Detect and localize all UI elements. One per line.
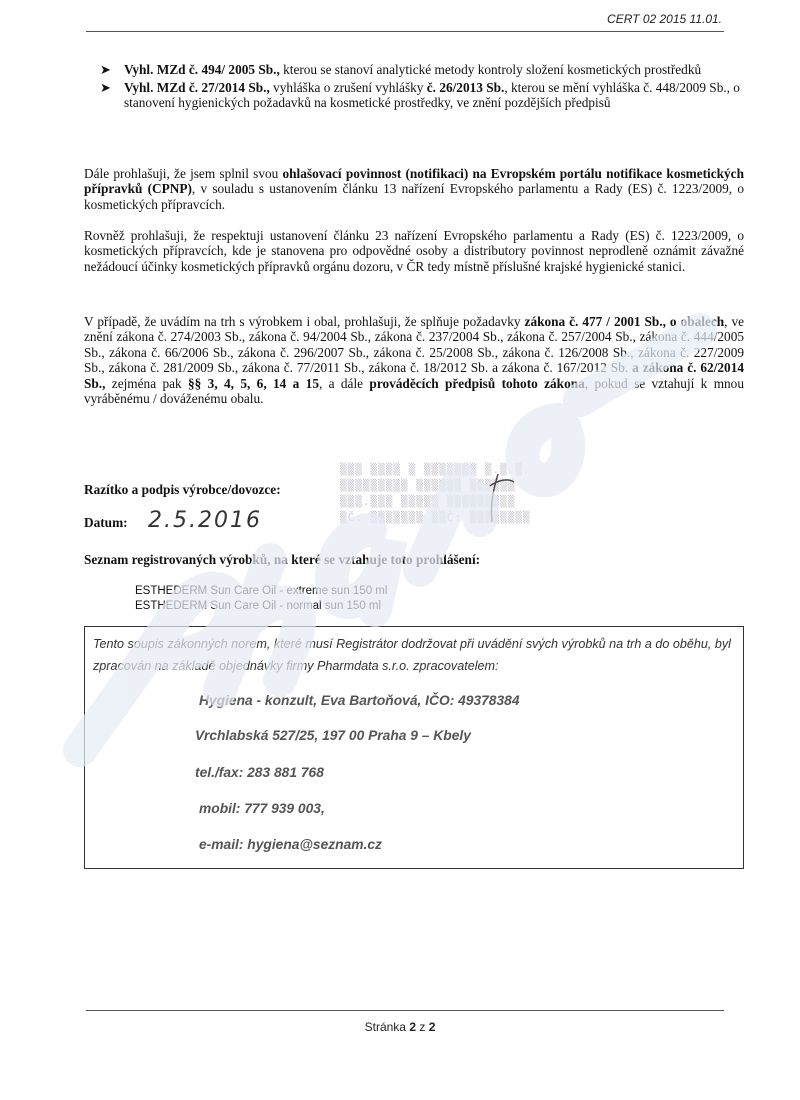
company-phone: tel./fax: 283 881 768 xyxy=(195,765,324,780)
paragraph-emphasis: ohlašovací povinnost (notifikaci) na Evropském portálu notifikace kosmetických přípravků (CPNP) xyxy=(84,166,744,197)
paragraph-emphasis: a zákona č. 62/2014 Sb., xyxy=(84,360,744,391)
company-address: Vrchlabská 527/25, 197 00 Praha 9 – Kbely xyxy=(195,728,471,743)
footer-divider xyxy=(86,1010,724,1011)
list-item xyxy=(100,80,742,111)
cpnp-paragraph xyxy=(84,166,744,212)
header-divider xyxy=(86,31,724,32)
company-stamp: ▒▒▒ ▒▒▒▒ ▒ ▒▒▒▒▒▒▒ ▒.▒.▒. ▒▒▒▒▒▒▒▒▒ ▒▒▒▒▒▒ ▒▒▒▒▒▒ ▒▒▒.▒▒▒ ▒▒▒▒▒ ▒▒▒▒▒▒▒▒▒ ▒Č: ▒▒▒▒▒▒▒ ▒▒Č: ▒▒▒▒▒▒▒▒ xyxy=(340,463,531,524)
company-mobile: mobil: 777 939 003, xyxy=(199,801,325,816)
signature-label: Razítko a podpis výrobce/dovozce: xyxy=(84,482,281,497)
regulation-text: kterou se stanoví analytické metody kontroly složení kosmetických prostředků xyxy=(279,62,702,77)
current-page: 2 xyxy=(409,1020,417,1034)
document-code: CERT 02 2015 11.01. xyxy=(607,12,722,26)
date-label: Datum: xyxy=(84,515,128,530)
undesirable-effects-paragraph: Rovněž prohlašuji, že respektuji ustanovení článku 23 nařízení Evropského parlamentu a Rady (ES) č. 1223/2009, o kosmetických přípravcích, kde je stanovena pro odpovědné osoby a distributory povinnost neprodleně oznámit závažné nežádoucí účinky kosmetických přípravků orgánu dozoru, v ČR tedy místně příslušné krajské hygienické stanici. xyxy=(84,228,744,274)
arrow-bullet-icon: ➤ xyxy=(100,79,111,95)
page-separator: z xyxy=(416,1020,429,1034)
paragraph-text: zejména pak xyxy=(105,375,189,391)
paragraph-text: Dále prohlašuji, že jsem splnil svou xyxy=(84,166,283,181)
paragraph-emphasis: zákona č. 477 / 2001 Sb., o obalech xyxy=(524,314,725,329)
products-title: Seznam registrovaných výrobků, na které se vztahuje toto prohlášení: xyxy=(84,552,481,567)
box-intro-text: Tento soupis zákonných norem, které musí Registrátor dodržovat při uvádění svých výrobků na trh a do oběhu, byl zpracován na základě objednávky firmy Pharmdata s.r.o. zpracovatelem: xyxy=(93,637,731,673)
regulation-ref: č. 26/2013 Sb. xyxy=(426,79,505,95)
product-item: ESTHEDERM Sun Care Oil - extreme sun 150 ml xyxy=(135,585,388,597)
regulation-name: Vyhl. MZd č. 27/2014 Sb., xyxy=(124,79,270,95)
paragraph-emphasis: prováděcích předpisů tohoto zákona xyxy=(369,375,585,391)
paragraph-text: , ve znění zákona č. 274/2003 Sb., zákona č. 94/2004 Sb., zákona č. 237/2004 Sb., zákona č. 257/2004 Sb., zákona č. 444/2005 Sb., zákona č. 66/2006 Sb., zákona č. 296/2007 Sb., zákona č. 25/2008 Sb., zákona č. 126/2008 Sb., zákona č. 227/2009 Sb., zákona č. 281/2009 Sb., zákona č. 77/2011 Sb., zákona č. 18/2012 Sb. a zákona č. 167/2012 Sb. xyxy=(84,314,745,376)
paragraph-text: , pokud se vztahují k mnou vyráběnému / dováženému obalu. xyxy=(84,375,744,407)
product-item: ESTHEDERM Sun Care Oil - normal sun 150 ml xyxy=(135,600,382,612)
regulation-text: vyhláška o zrušení vyhlášky xyxy=(269,79,427,95)
paragraph-text: V případě, že uvádím na trh s výrobkem i obal, prohlašuji, že splňuje požadavky xyxy=(84,314,525,329)
page-label: Stránka xyxy=(364,1020,410,1034)
handwritten-date: 2.5.2016 xyxy=(148,508,262,533)
company-name: Hygiena - konzult, Eva Bartoňová, IČO: 49378384 xyxy=(199,693,520,708)
page-number xyxy=(0,1020,800,1034)
company-email: e-mail: hygiena@seznam.cz xyxy=(199,837,382,852)
handwritten-signature xyxy=(468,470,528,530)
processor-info-box xyxy=(84,626,744,869)
list-item xyxy=(100,62,742,78)
paragraph-emphasis: §§ 3, 4, 5, 6, 14 a 15 xyxy=(188,375,319,391)
paragraph-text: , v souladu s ustanovením článku 13 nařízení Evropského parlamentu a Rady (ES) č. 1223/2009, o kosmetických přípravcích. xyxy=(84,181,744,212)
products-list xyxy=(135,584,387,614)
packaging-paragraph xyxy=(84,314,744,406)
total-pages: 2 xyxy=(428,1020,436,1034)
arrow-bullet-icon: ➤ xyxy=(100,62,111,77)
regulation-name: Vyhl. MZd č. 494/ 2005 Sb., xyxy=(124,62,280,77)
regulation-list xyxy=(100,62,742,113)
paragraph-text: , a dále xyxy=(318,375,370,391)
regulation-text: , kterou se mění vyhláška č. 448/2009 Sb., o stanovení hygienických požadavků na kosmetické prostředky, ve znění pozdějších předpisů xyxy=(124,79,740,110)
